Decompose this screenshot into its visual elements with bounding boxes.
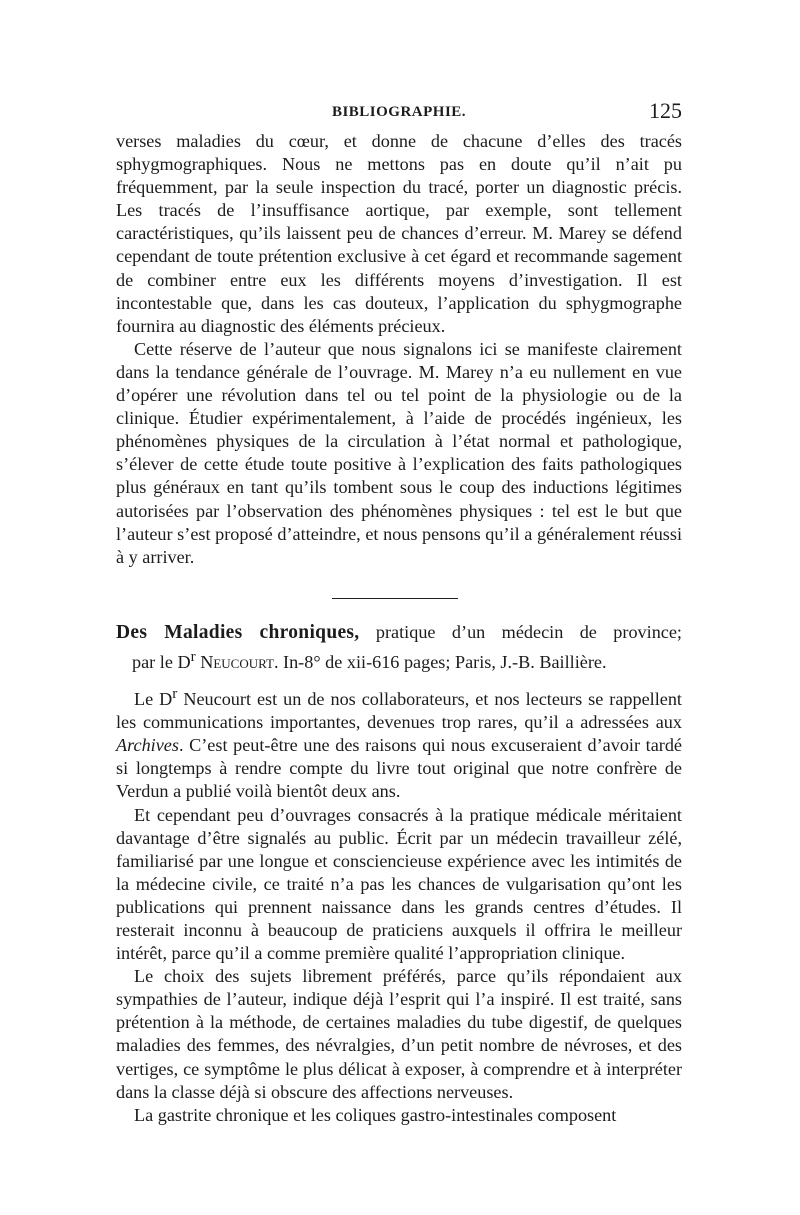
running-header — [116, 98, 682, 128]
paragraph-author-reserve: Cette réserve de l’auteur que nous signalons ici se manifeste clairement dans la tendance générale de l’ouvrage. M. Marey n’a eu nullement en vue d’opérer une révolution dans tel ou tel point de la physiologie ou de la clinique. Étudier expérimentalement, à l’aide de procédés ingénieux, les phénomènes physiques de la circulation à l’état normal et pathologique, s’élever de cette étude toute positive à l’explication des faits pathologiques plus généraux en tant qu’ils tombent sous le coup des inductions légitimes autorisées par l’observation des phénomènes physiques : tel est le but que l’auteur s’est proposé d’atteindre, et nous pensons qu’il a généralement réussi à y arriver. — [116, 338, 682, 567]
paragraph-gastritis: La gastrite chronique et les coliques gastro-intestinales composent — [134, 1104, 617, 1125]
p1-text-end: . C’est peut-être une des raisons qui nous excuseraient d’avoir tardé si longtemps à rendre compte du livre tout original que notre confrère de Verdun a publié voilà bientôt deux ans. — [116, 735, 682, 802]
review-heading-line1 — [116, 620, 682, 645]
author-name: Neucourt — [200, 652, 274, 673]
marey-review-continuation — [116, 130, 682, 569]
author-prefix-sup: r — [190, 648, 196, 665]
journal-name: Archives — [116, 735, 179, 756]
paragraph-collaborator — [116, 682, 682, 804]
book-subtitle: pratique d’un médecin de province; — [359, 622, 682, 642]
paragraph-practical-value: Et cependant peu d’ouvrages consacrés à la pratique médicale méritaient davantage d’être signalés au public. Écrit par un médecin travailleur zélé, familiarisé par une longue et consciencieuse expérience avec les intimités de la médecine civile, ce traité n’a pas les chances de vulgarisation qu’ont les publications qui prennent naissance dans les grands centres d’études. Il resterait inconnu à beaucoup de praticiens auxquels il offrira le meilleur intérêt, parce qu’il a comme première qualité l’appropriation clinique. — [116, 804, 682, 964]
p1-text-middle: Neucourt est un de nos collaborateurs, et nos lecteurs se rappellent les communications importantes, devenues trop rares, qu’il a adressées aux — [116, 689, 682, 733]
publication-details: . In-8° de xii-616 pages; Paris, J.-B. Baillière. — [273, 652, 607, 673]
running-title: BIBLIOGRAPHIE. — [331, 104, 467, 120]
p1-text-start: Le D — [134, 689, 173, 710]
neucourt-review — [116, 682, 682, 1127]
section-divider — [332, 598, 458, 599]
author-prefix: par le D — [132, 652, 191, 673]
book-title: Des Maladies chroniques, — [116, 622, 360, 643]
review-heading-line2 — [116, 645, 682, 674]
paragraph-sphygmograph-diagnosis: verses maladies du cœur, et donne de chacune d’elles des tracés sphygmographiques. Nous ne mettons pas en doute qu’il n’ait pu fréquemment, par la seule inspection du tracé, porter un diagnostic précis. Les tracés de l’insuffisance aortique, par exemple, sont tellement caractéristiques, qu’ils laissent peu de chances d’erreur. M. Marey se défend cependant de toute prétention exclusive à cet égard et recommande sagement de combiner entre eux les différents moyens d’investigation. Il est incontestable que, dans les cas douteux, l’application du sphygmographe fournira au diagnostic des éléments précieux. — [116, 131, 682, 336]
page-number: 125 — [649, 98, 682, 123]
paragraph-subject-choice: Le choix des sujets librement préférés, parce qu’ils répondaient aux sympathies de l’auteur, indique déjà l’esprit qui l’a inspiré. Il est traité, sans prétention à la méthode, de certaines maladies du tube digestif, de quelques maladies des femmes, des névralgies, d’un petit nombre de névroses, et des vertiges, ce symptôme le plus délicat à exposer, à comprendre et à interpréter dans la classe déjà si obscure des affections nerveuses. — [116, 966, 682, 1102]
p1-sup: r — [172, 685, 178, 702]
review-heading — [116, 620, 682, 674]
